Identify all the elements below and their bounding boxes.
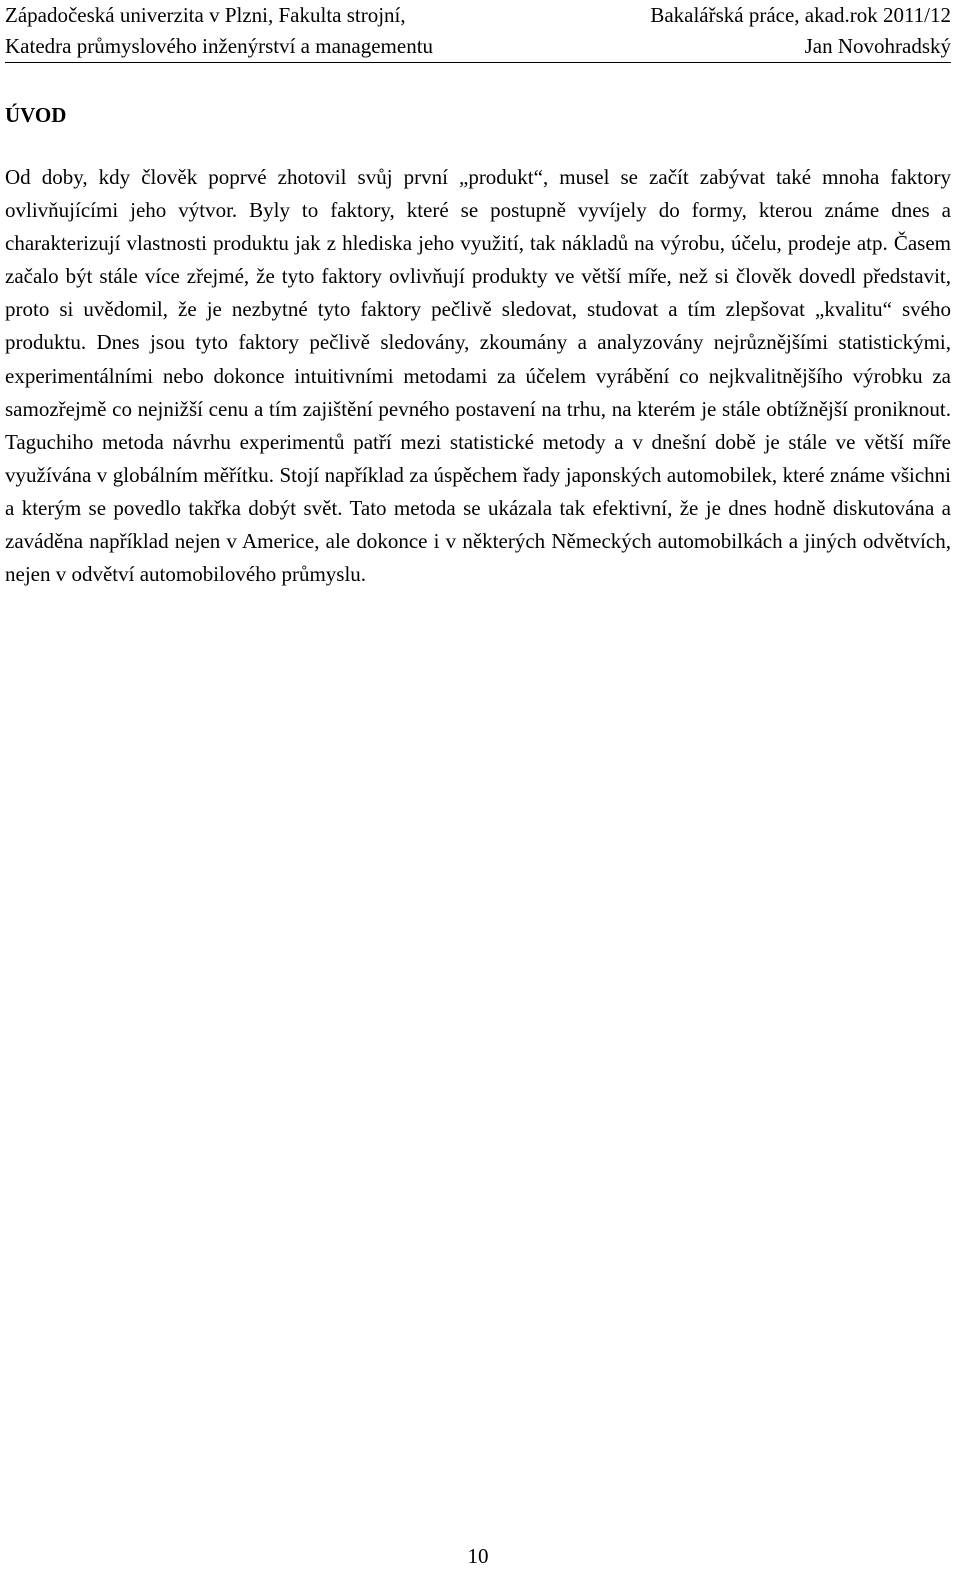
header-department: Katedra průmyslového inženýrství a managementu — [5, 34, 434, 58]
header-row-bottom — [5, 31, 951, 62]
header-university: Západočeská univerzita v Plzni, Fakulta strojní, — [5, 3, 406, 27]
section-title: ÚVOD — [5, 103, 67, 127]
header-thesis-info: Bakalářská práce, akad.rok 2011/12 — [650, 3, 951, 27]
body-paragraph: Od doby, kdy člověk poprvé zhotovil svůj první „produkt“, musel se začít zabývat také mnoha faktory ovlivňujícími jeho výtvor. Byly to faktory, které se postupně vyvíjely do formy, kterou známe dnes a charakterizují vlastnosti produktu jak z hlediska jeho využití, tak nákladů na výrobu, účelu, prodeje atp. Časem začalo být stále více zřejmé, že tyto faktory ovlivňují produkty ve větší míře, než si člověk dovedl představit, proto si uvědomil, že je nezbytné tyto faktory pečlivě sledovat, studovat a tím zlepšovat „kvalitu“ svého produktu. Dnes jsou tyto faktory pečlivě sledovány, zkoumány a analyzovány nejrůznějšími statistickými, experimentálními nebo dokonce intuitivními metodami za účelem vyrábění co nejkvalitnějšího výrobku za samozřejmě co nejnižší cenu a tím zajištění pevného postavení na trhu, na kterém je stále obtížnější proniknout. Taguchiho metoda návrhu experimentů patří mezi statistické metody a v dnešní době je stále ve větší míře využívána v globálním měřítku. Stojí například za úspěchem řady japonských automobilek, které známe všichni a kterým se povedlo takřka dobýt svět. Tato metoda se ukázala tak efektivní, že je dnes hodně diskutována a zaváděna například nejen v Americe, ale dokonce i v některých Německých automobilkách a jiných odvětvích, nejen v odvětví automobilového průmyslu. — [5, 165, 951, 587]
page-number: 10 — [467, 1544, 489, 1568]
page-header — [5, 0, 951, 63]
header-row-top — [5, 0, 951, 31]
header-author: Jan Novohradský — [804, 34, 951, 58]
